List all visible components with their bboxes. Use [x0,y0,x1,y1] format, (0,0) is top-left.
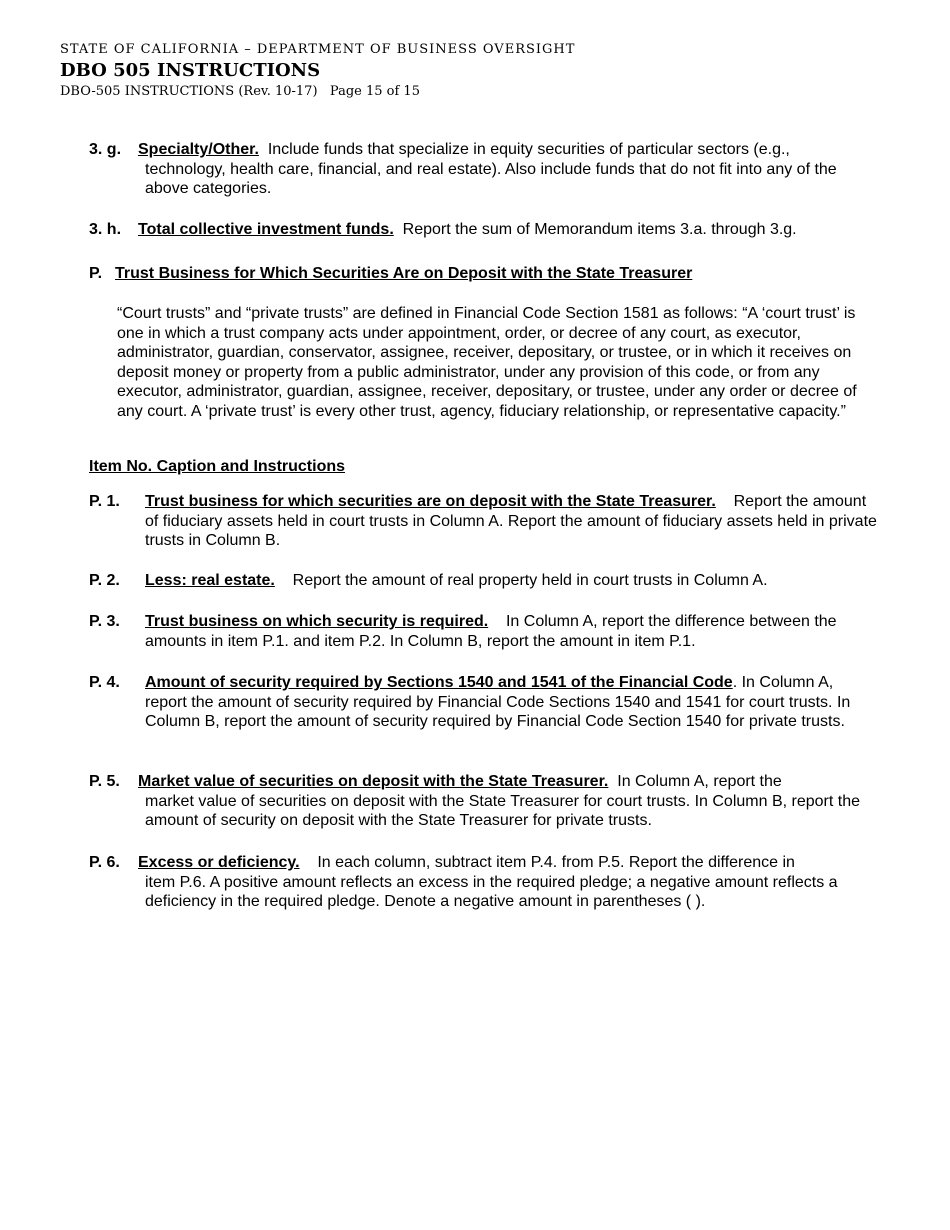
page-number: Page 15 of 15 [329,84,420,99]
item-caption: Trust business on which security is required. [145,613,489,630]
item-p1 [89,492,879,551]
item-text: In each column, subtract item P.4. from P.5. Report the difference in [317,854,795,871]
section-label: P. [89,265,103,282]
section-heading [89,264,692,284]
item-first-line [89,220,879,240]
item-text: In Column A, report the difference between the amounts in item P.1. and item P.2. In Column B, report the amount in item P.1. [145,613,837,650]
item-caption: Total collective investment funds. [138,221,394,238]
item-number: P. 6. [89,854,120,871]
document-title: DBO 505 INSTRUCTIONS [60,60,321,81]
item-number: P. 1. [89,493,120,510]
item-body [89,673,879,732]
item-text: Report the amount of real property held in court trusts in Column A. [292,572,768,589]
item-number: 3. g. [89,141,122,158]
item-number: P. 2. [89,572,120,589]
section-title: Trust Business for Which Securities Are on Deposit with the State Treasurer [115,265,693,282]
item-body [89,571,879,591]
item-caption: Excess or deficiency. [138,854,300,871]
item-text: Include funds that specialize in equity securities of particular sectors (e.g., [267,141,790,158]
item-text: Report the amount of fiduciary assets held in court trusts in Column A. Report the amount of fiduciary assets held in private trusts in Column B. [145,493,877,550]
item-caption: Specialty/Other. [138,141,259,158]
item-number: 3. h. [89,221,122,238]
item-caption: Market value of securities on deposit with the State Treasurer. [138,773,609,790]
item-p6 [89,853,879,912]
revision-line [60,84,420,99]
item-p4 [89,673,879,732]
item-first-line [89,772,879,792]
item-text: In Column A, report the [617,773,782,790]
item-continuation: market value of securities on deposit with the State Treasurer for court trusts. In Column B, report the amount of security on deposit with the State Treasurer for private trusts. [145,792,860,830]
item-body [89,612,879,651]
item-first-line [89,853,879,873]
caption-header: Item No. Caption and Instructions [89,458,346,475]
item-body [89,492,879,551]
item-text: . In Column A, report the amount of security required by Financial Code Sections 1540 and 1541 for court trusts. In Column B, report the amount of security required by Financial Code Section 1540 for private trusts. [145,674,851,731]
revision-text: DBO-505 INSTRUCTIONS (Rev. 10-17) [60,84,318,99]
item-3g [89,140,879,199]
item-p2 [89,571,879,591]
section-paragraph: “Court trusts” and “private trusts” are defined in Financial Code Section 1581 as follows: “A ‘court trust’ is one in which a trust company acts under appointment, order, or decree of any court, as executor, administrator, guardian, conservator, assignee, receiver, depositary, or trustee, or in which it receives on deposit money or property from a public administrator, under any provision of this code, or from any executor, administrator, guardian, assignee, receiver, depositary, or trustee, under any order or decree of any court. A ‘private trust’ is every other trust, agency, fiduciary relationship, or representative capacity.” [117,305,857,420]
item-continuation: technology, health care, financial, and real estate). Also include funds that do not fit into any of the above categories. [145,160,837,198]
item-number: P. 5. [89,773,120,790]
item-p3 [89,612,879,651]
item-3h [89,220,879,240]
item-continuation: item P.6. A positive amount reflects an excess in the required pledge; a negative amount reflects a deficiency in the required pledge. Denote a negative amount in parentheses ( ). [145,873,838,911]
item-caption: Amount of security required by Sections 1540 and 1541 of the Financial Code [145,674,733,691]
item-p5 [89,772,879,831]
item-first-line [89,140,879,160]
item-number: P. 3. [89,613,120,630]
item-number: P. 4. [89,674,120,691]
item-caption: Trust business for which securities are on deposit with the State Treasurer. [145,493,716,510]
item-text: Report the sum of Memorandum items 3.a. through 3.g. [402,221,797,238]
item-caption: Less: real estate. [145,572,275,589]
agency-header: STATE OF CALIFORNIA – DEPARTMENT OF BUSINESS OVERSIGHT [60,42,576,57]
